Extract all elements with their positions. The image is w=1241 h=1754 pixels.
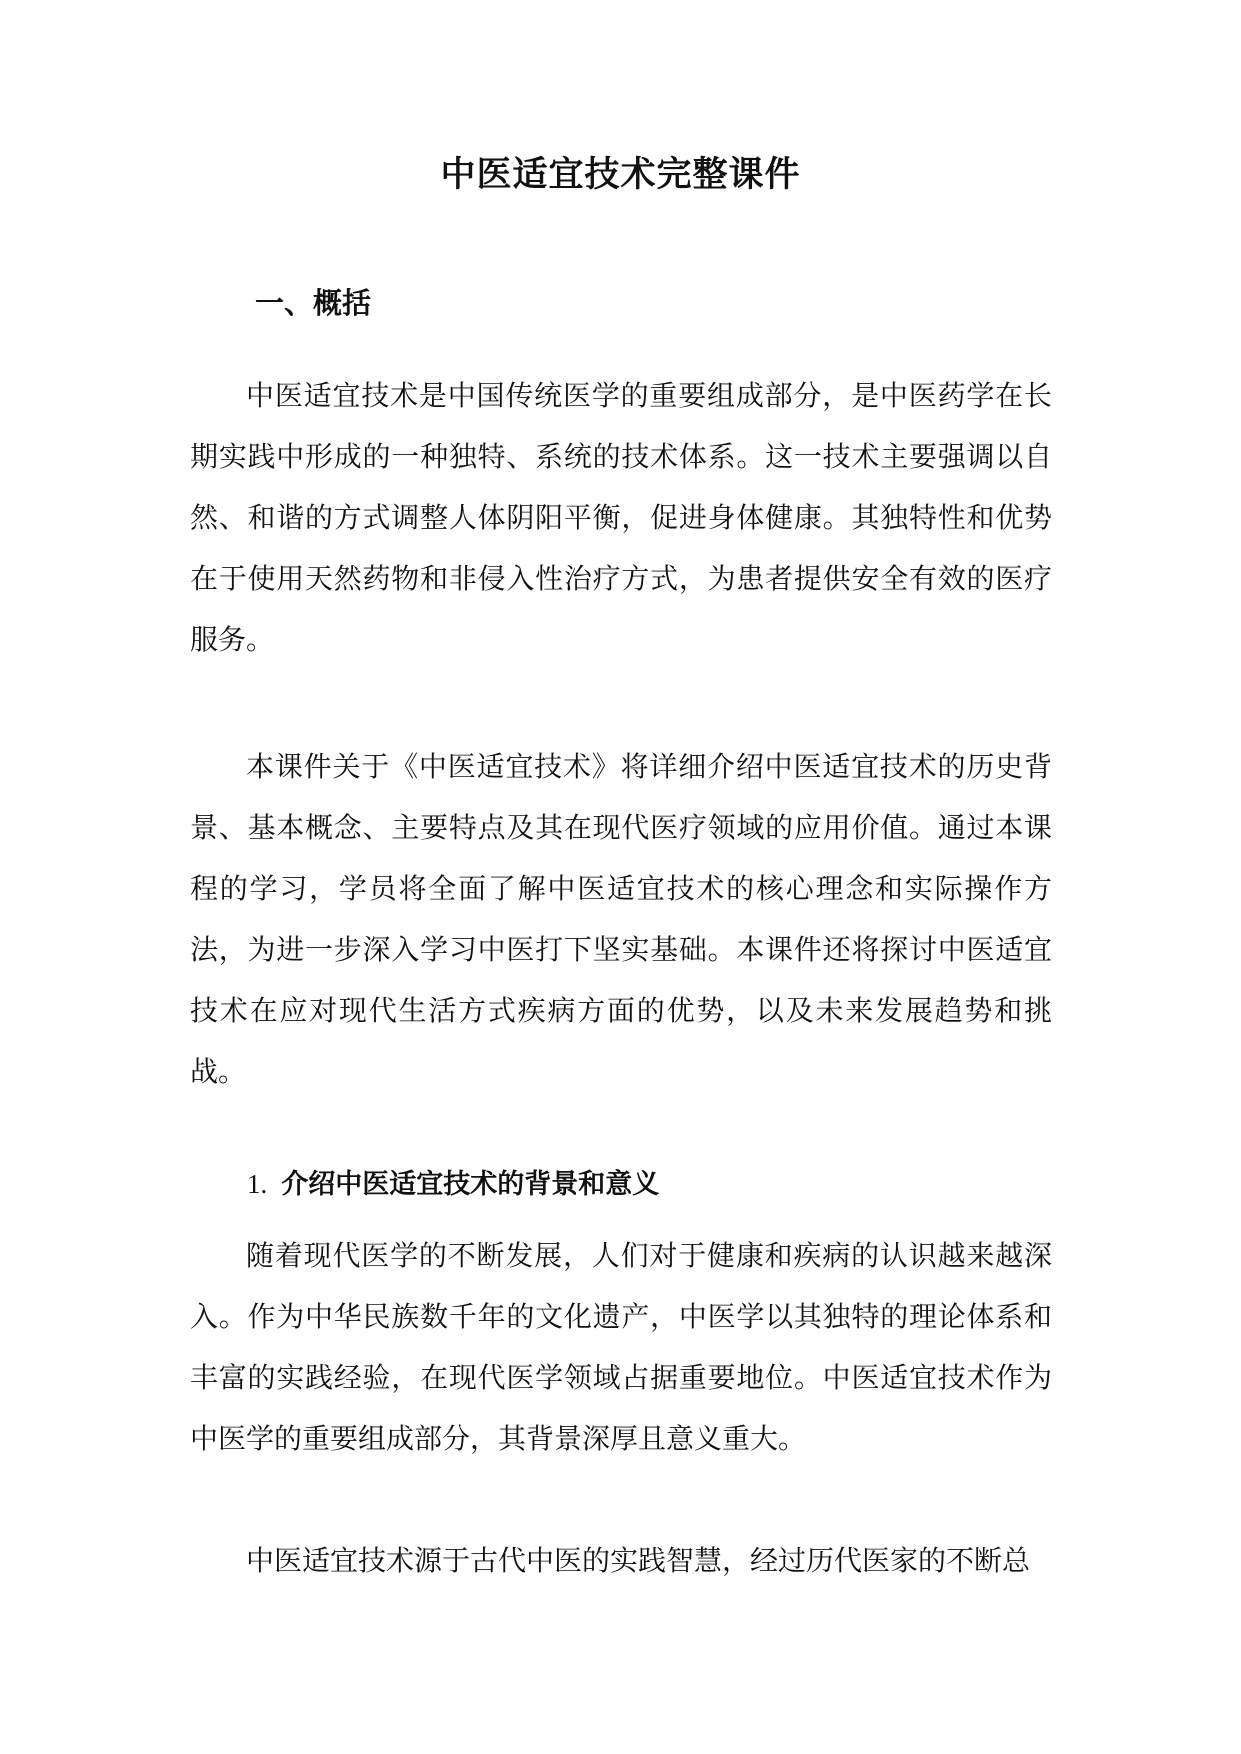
- paragraph-background-1: 随着现代医学的不断发展，人们对于健康和疾病的认识越来越深入。作为中华民族数千年的文化遗产，中医学以其独特的理论体系和丰富的实践经验，在现代医学领域占据重要地位。中医适宜技术作为中医学的重要组成部分，其背景深厚且意义重大。: [190, 1239, 1052, 1455]
- subsection-title: 介绍中医适宜技术的背景和意义: [281, 1169, 660, 1200]
- subsection-number: 1.: [247, 1169, 268, 1199]
- paragraph-background-2: 中医适宜技术源于古代中医的实践智慧，经过历代医家的不断总: [246, 1544, 1031, 1577]
- paragraph-overview-2: 本课件关于《中医适宜技术》将详细介绍中医适宜技术的历史背景、基本概念、主要特点及其在现代医疗领域的应用价值。通过本课程的学习，学员将全面了解中医适宜技术的核心理念和实际操作方法，为进一步深入学习中医打下坚实基础。本课件还将探讨中医适宜技术在应对现代生活方式疾病方面的优势，以及未来发展趋势和挑战。: [190, 750, 1052, 1088]
- section-heading: 一、概括: [255, 286, 372, 320]
- subsection-heading: [247, 1164, 659, 1205]
- document-title: 中医适宜技术完整课件: [440, 154, 801, 195]
- paragraph-overview-1: 中医适宜技术是中国传统医学的重要组成部分，是中医药学在长期实践中形成的一种独特、系统的技术体系。这一技术主要强调以自然、和谐的方式调整人体阴阳平衡，促进身体健康。其独特性和优势在于使用天然药物和非侵入性治疗方式，为患者提供安全有效的医疗服务。: [190, 379, 1052, 656]
